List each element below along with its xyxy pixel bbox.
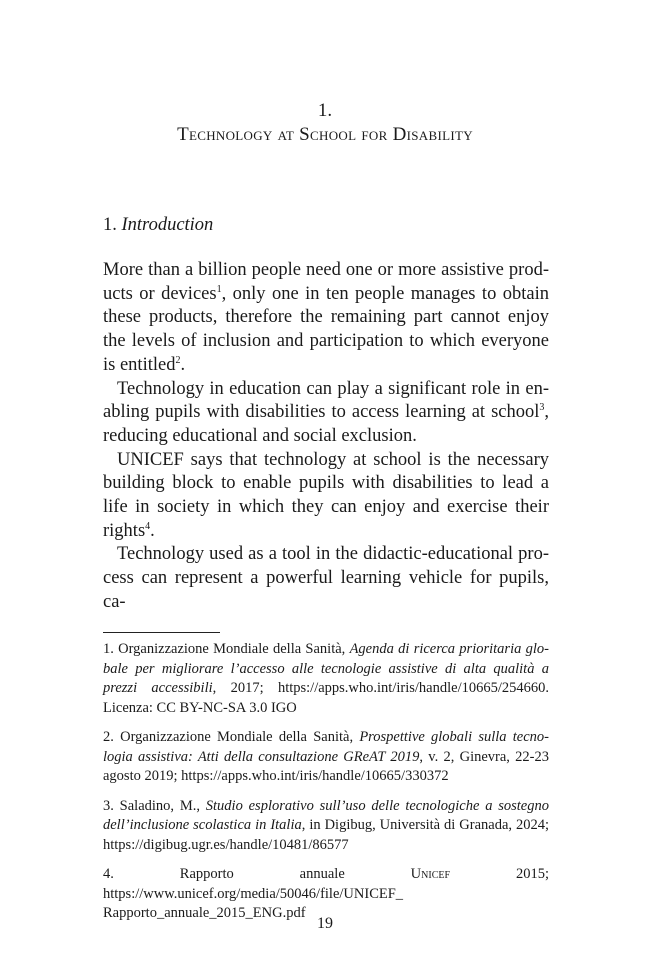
footnote-4-org: Unicef [410,866,451,882]
footnote-1 [103,640,549,718]
paragraph-1-text-b: , only one in ten people manages to obtain these products, therefore the remaining part cannot enjoy the levels of inclusion and participation to which everyone is entitled [103,283,549,375]
paragraph-2 [103,378,549,449]
footnote-1-pre: 1. Organizzazione Mondiale della Sanità, [103,641,350,657]
footnote-divider [103,632,220,633]
footnote-2-post: , v. 2, Ginevra, 22-23 agosto 2019; https://apps.who.int/iris/handle/10665/330372 [103,748,549,784]
footnote-ref-2: 2 [175,354,181,366]
chapter-number: 1. [317,100,333,121]
footnote-3-title: Studio esplorativo sull’uso delle tecnologiche a sostegno dell’inclusione scolastica in Italia [103,797,549,833]
footnote-3 [103,797,549,856]
footnotes [103,640,549,934]
paragraph-1 [103,259,549,378]
paragraph-2-text-a: Technology in education can play a significant role in enabling pupils with disabilities to access learning at school [103,378,549,423]
body-text [103,259,549,615]
footnote-2-title: Prospettive globali sulla tecnologia assistiva: Atti della consultazione GReAT 2019 [103,729,550,765]
section-title: Introduction [121,215,214,235]
footnote-4-pre: 4. Rapporto annuale [103,866,411,882]
footnote-4-post: 2015; https://www.unicef.org/media/50046/file/UNICEF_ Rapporto_annuale_2015_ENG.pdf [103,866,549,921]
paragraph-1-text-a: More than a billion people need one or more assistive products or devices [103,260,549,304]
paragraph-1-text-c: . [180,354,186,375]
footnote-1-post: , 2017; https://apps.who.int/iris/handle/10665/254660. Licenza: CC BY-NC-SA 3.0 IGO [103,680,550,716]
section-heading [103,215,213,236]
paragraph-4-text: Technology used as a tool in the didactic-educational process can represent a powerful learning vehicle for pupils, ca- [103,544,549,612]
page-number: 19 [317,915,333,932]
footnote-1-title: Agenda di ricerca prioritaria globale per migliorare l’accesso alle tecnologie assistive di alta qualità a prezzi accessibili [103,641,549,696]
paragraph-3-text-b: . [150,520,155,541]
footnote-3-pre: 3. Saladino, M., [103,797,206,814]
paragraph-2-text-b: , reducing educational and social exclusion. [103,402,549,446]
paragraph-3 [103,449,549,544]
paragraph-4 [103,543,549,614]
section-number: 1. [103,215,117,235]
footnote-ref-1: 1 [216,283,222,295]
chapter-title: Technology at School for Disability [177,124,473,145]
footnote-2-pre: 2. Organizzazione Mondiale della Sanità, [103,729,360,745]
footnote-ref-4: 4 [145,520,151,532]
footnote-2 [103,728,549,787]
footnote-ref-3: 3 [539,402,545,414]
paragraph-3-text-a: UNICEF says that technology at school is the necessary building block to enable pupils with disabilities to lead a life in society in which they can enjoy and exercise their rights [103,449,549,541]
footnote-3-post: , in Digibug, Università di Granada, 2024; https://digibug.ugr.es/handle/10481/86577 [103,817,550,853]
